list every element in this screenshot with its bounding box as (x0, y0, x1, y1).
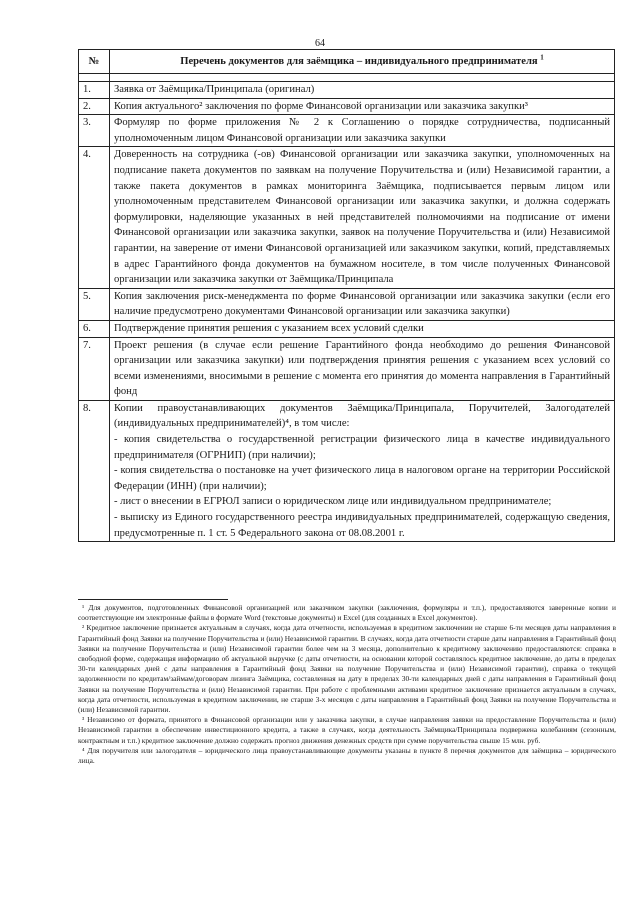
table-gap-row (79, 74, 615, 82)
row-text: Заявка от Заёмщика/Принципала (оригинал) (110, 82, 615, 99)
table-header-row (79, 50, 615, 74)
row-number: 8. (79, 400, 110, 541)
row-text: Подтверждение принятия решения с указанием всех условий сделки (110, 320, 615, 337)
table-row (79, 337, 615, 400)
row-text: Формуляр по форме приложения № 2 к Соглашению о порядке сотрудничества, подписанный уполномоченным лицом Финансовой организации или заказчика закупки (110, 115, 615, 147)
documents-table (78, 49, 615, 542)
footnote-2: ² Кредитное заключение признается актуальным в случаях, когда дата отчетности, используемая в кредитном заключении не старше 6-ти месяцев даты направления в Гарантийный фонд Заявки на получение Поручительства и (или) Независимой гарантии. В случаях, когда дата отчетности старше даты направления в Гарантийный фонд Заявки на получение Поручительства и (или) Независимой гарантии более чем на 3 месяца, дополнительно к кредитному заключению предоставляются: справка в свободной форме, содержащая информацию об актуальной выручке (с даты отчетности, на основании которой составлялось кредитное заключение, до даты в пределах 30-ти календарных дней с даты направления в Гарантийный фонд Заявки на получение Поручительства и (или) Независимой гарантии), справка о текущей задолженности по кредитам/займам/договорам лизинга Заёмщика, составленная на дату в пределах 30-ти календарных дней с даты направления в Гарантийный фонд Заявки на получение Поручительства и (или) Независимой гарантии. При работе с проблемными активами кредитное заключение признается актуальным в случаях, когда дата отчетности, используемая в кредитном заключении, не старше 3-х месяцев с даты направления в Гарантийный фонд Заявки на получение Поручительства и (или) Независимой гарантии. (78, 623, 616, 715)
row-number: 1. (79, 82, 110, 99)
table-row (79, 115, 615, 147)
row-text: Доверенность на сотрудника (-ов) Финансовой организации или заказчика закупки, уполномоченных на подписание пакета документов по заявкам на получение Поручительства и (или) Независимой гарантии, а также пакета документов в рамках мониторинга Заёмщика, подписывается первым лицом или уполномоченным представителем Финансовой организации или заказчика закупки, и должна содержать формулировки, наделяющие указанных в ней представителей полномочиями на подписание от имени Финансовой организации или заказчика закупки, заявок на получение Поручительства и (или) Независимой гарантии, на заверение от имени Финансовой организацией или заказчиком закупки, копий, представляемых в адрес Гарантийного фонда документов на бумажном носителе, в том числе полученных Финансовой организации или заказчика закупки от Заёмщика/Принципала (110, 147, 615, 288)
row-text: Копия заключения риск-менеджмента по форме Финансовой организации или заказчика закупки (если его наличие предусмотрено документами Финансовой организации или заказчика закупки) (110, 288, 615, 320)
row-number: 5. (79, 288, 110, 320)
header-footnote-mark: 1 (540, 53, 544, 62)
table-row (79, 82, 615, 99)
footnote-3: ³ Независимо от формата, принятого в Финансовой организации или у заказчика закупки, в случае направления заявки на предоставление Поручительства и (или) Независимой гарантии в обеспечение инвестиционного кредита, а также в случаях, когда деятельность Заёмщика/Принципала подвержена колебаниям (сезонным, контрактным и т.п.) кредитное заключение должно содержать прогноз движения денежных средств при сумме поручительства свыше 15 млн. руб. (78, 715, 616, 745)
header-title-text: Перечень документов для заёмщика – индивидуального предпринимателя (180, 55, 541, 67)
table-row (79, 320, 615, 337)
row-text: Копия актуального² заключения по форме Финансовой организации или заказчика закупки³ (110, 98, 615, 115)
table-row (79, 147, 615, 288)
row8-item: - выписку из Единого государственного реестра индивидуальных предпринимателей, содержащую сведения, предусмотренные п. 1 ст. 5 Федерального закона от 08.08.2001 г. (114, 512, 610, 539)
row8-item: - копия свидетельства о постановке на учет физического лица в налоговом органе на территории Российской Федерации (ИНН) (при наличии); (114, 465, 610, 492)
footnote-1: ¹ Для документов, подготовленных Финансовой организацией или заказчиком закупки (заключения, формуляры и т.п.), предоставляются заверенные копии и соответствующие им электронные файлы в формате Word (текстовые документы) и Excel (для созданных в Excel документов). (78, 603, 616, 623)
row8-item: - лист о внесении в ЕГРЮЛ записи о юридическом лице или индивидуальном предпринимателе; (114, 496, 552, 508)
header-num: № (79, 50, 110, 74)
row8-item: - копия свидетельства о государственной регистрации физического лица в качестве индивидуального предпринимателя (ОГРНИП) (при наличии); (114, 434, 610, 461)
footnote-4: ⁴ Для поручителя или залогодателя – юридического лица правоустанавливающие документы указаны в пункте 8 перечня документов для заёмщика – юридического лица. (78, 745, 616, 766)
row8-intro: Копии правоустанавливающих документов Заёмщика/Принципала, Поручителей, Залогодателей (индивидуальных предпринимателей)⁴, в том числе: (114, 402, 610, 430)
table-row (79, 400, 615, 541)
page-number: 64 (315, 38, 325, 49)
row-number: 7. (79, 337, 110, 400)
table-row (79, 98, 615, 115)
row-number: 6. (79, 320, 110, 337)
row-number: 3. (79, 115, 110, 147)
row-text: Проект решения (в случае если решение Гарантийного фонда необходимо до решения Финансовой организации или заказчика закупки) или подтверждения принятия решения с указанием всех условий со всеми изменениями, вносимыми в решение с момента его принятия до момента направления в Гарантийный фонд (110, 337, 615, 400)
row-text (110, 400, 615, 541)
footnotes (78, 603, 616, 766)
footnote-separator (78, 599, 228, 600)
row-number: 4. (79, 147, 110, 288)
row-number: 2. (79, 98, 110, 115)
table-row (79, 288, 615, 320)
header-title (110, 50, 615, 74)
